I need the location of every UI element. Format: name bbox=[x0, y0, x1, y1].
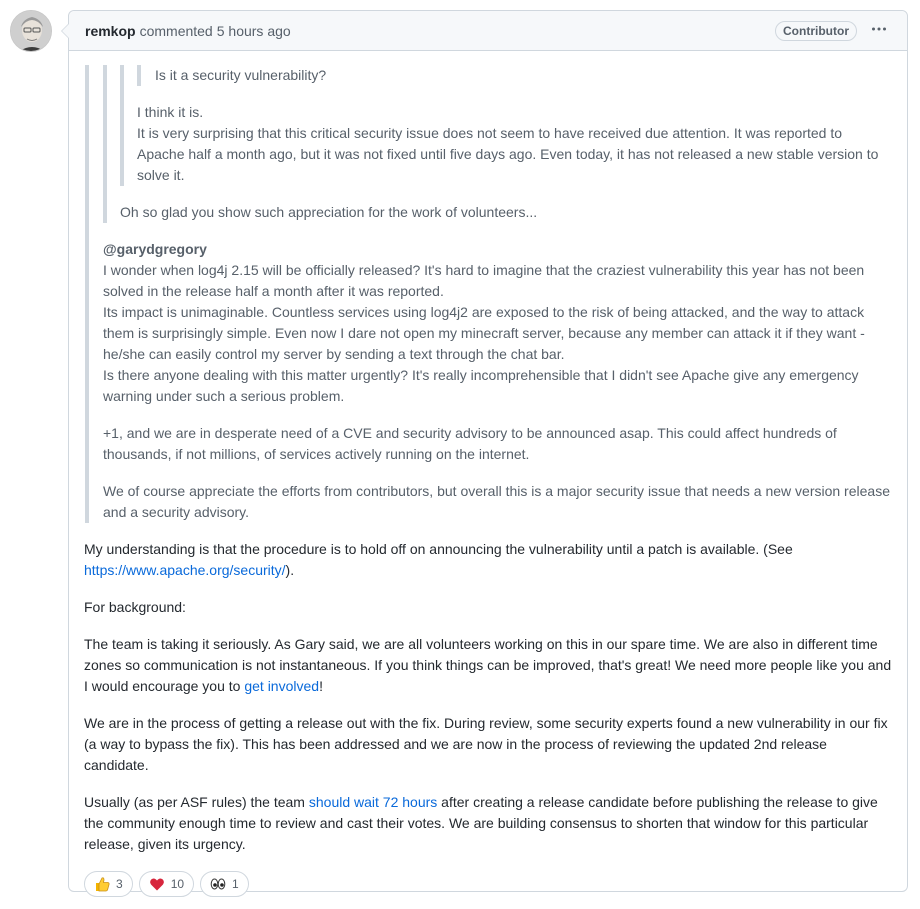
quote-text: Is it a security vulnerability? bbox=[155, 67, 327, 83]
heart-icon bbox=[149, 876, 165, 892]
quote-text: @garydgregory I wonder when log4j 2.15 will be officially released? It's hard to imagine that the craziest vulnerability this year has not been solved in the release half a month after it was reported. Its impact is unimaginable. Countless services using log4j2 are exposed to the risk of being attacked, and the way to attack them is surprisingly simple. Even now I dare not open my minecraft server, because any member can attack it if they want - he/she can easily control my server by sending a text through the chat bar. Is there anyone dealing with this matter urgently? It's really incomprehensible that I didn't see Apache give any emergency warning under such a serious problem. bbox=[103, 241, 865, 404]
comment-timestamp[interactable]: 5 hours ago bbox=[216, 22, 291, 39]
kebab-horizontal-icon[interactable] bbox=[867, 21, 891, 41]
comment-body bbox=[69, 51, 907, 909]
reaction-heart[interactable] bbox=[139, 871, 194, 897]
eyes-icon bbox=[210, 876, 226, 892]
quote-text: I think it is. It is very surprising that this critical security issue does not seem to have received due attention. It was reported to Apache half a month ago, but it was not fixed until five days ago. Even today, it has not released a new stable version to solve it. bbox=[137, 104, 879, 183]
body-paragraph: My understanding is that the procedure is to hold off on announcing the vulnerability until a patch is available. (See https://www.apache.org/security/). bbox=[84, 541, 793, 578]
get-involved-link[interactable]: get involved bbox=[244, 678, 320, 694]
reaction-count: 3 bbox=[116, 876, 123, 891]
blockquote-level-1 bbox=[85, 65, 892, 523]
contributor-badge: Contributor bbox=[775, 21, 857, 41]
blockquote-level-4 bbox=[137, 65, 892, 86]
body-paragraph: Usually (as per ASF rules) the team should wait 72 hours after creating a release candidate before publishing the release to give the community enough time to review and cast their votes. We are building consensus to shorten that window for this particular release, given its urgency. bbox=[84, 794, 878, 852]
quote-text: We of course appreciate the efforts from contributors, but overall this is a major security issue that needs a new version release and a security advisory. bbox=[103, 483, 890, 520]
body-paragraph: The team is taking it seriously. As Gary said, we are all volunteers working on this in our spare time. We are also in different time zones so communication is not instantaneous. If you think things can be improved, that's great! We need more people like you and I would encourage you to get involved! bbox=[84, 636, 892, 694]
quote-text: +1, and we are in desperate need of a CVE and security advisory to be announced asap. This could affect hundreds of thousands, if not millions, of services actively running on the internet. bbox=[103, 425, 837, 462]
quote-text: Oh so glad you show such appreciation for the work of volunteers... bbox=[120, 204, 538, 220]
wait-72-hours-link[interactable]: should wait 72 hours bbox=[308, 794, 438, 810]
avatar[interactable] bbox=[10, 10, 52, 52]
blockquote-level-3 bbox=[120, 65, 892, 186]
thumbs-up-icon bbox=[94, 876, 110, 892]
mention-link[interactable]: @garydgregory bbox=[103, 241, 207, 257]
reaction-eyes[interactable] bbox=[200, 871, 249, 897]
comment-card bbox=[68, 10, 908, 892]
body-paragraph: For background: bbox=[84, 599, 186, 615]
comment-header bbox=[69, 11, 907, 51]
reactions-bar bbox=[84, 871, 892, 897]
reaction-thumbs-up[interactable] bbox=[84, 871, 133, 897]
blockquote-level-2 bbox=[103, 65, 892, 223]
reaction-count: 1 bbox=[232, 876, 239, 891]
comment-action: commented bbox=[139, 22, 213, 39]
reaction-count: 10 bbox=[170, 876, 185, 891]
body-paragraph: We are in the process of getting a release out with the fix. During review, some security experts found a new vulnerability in our fix (a way to bypass the fix). This has been addressed and we are now in the process of reviewing the updated 2nd release candidate. bbox=[84, 715, 888, 773]
comment-author[interactable]: remkop bbox=[85, 22, 136, 39]
apache-security-link[interactable]: https://www.apache.org/security/ bbox=[84, 562, 286, 578]
